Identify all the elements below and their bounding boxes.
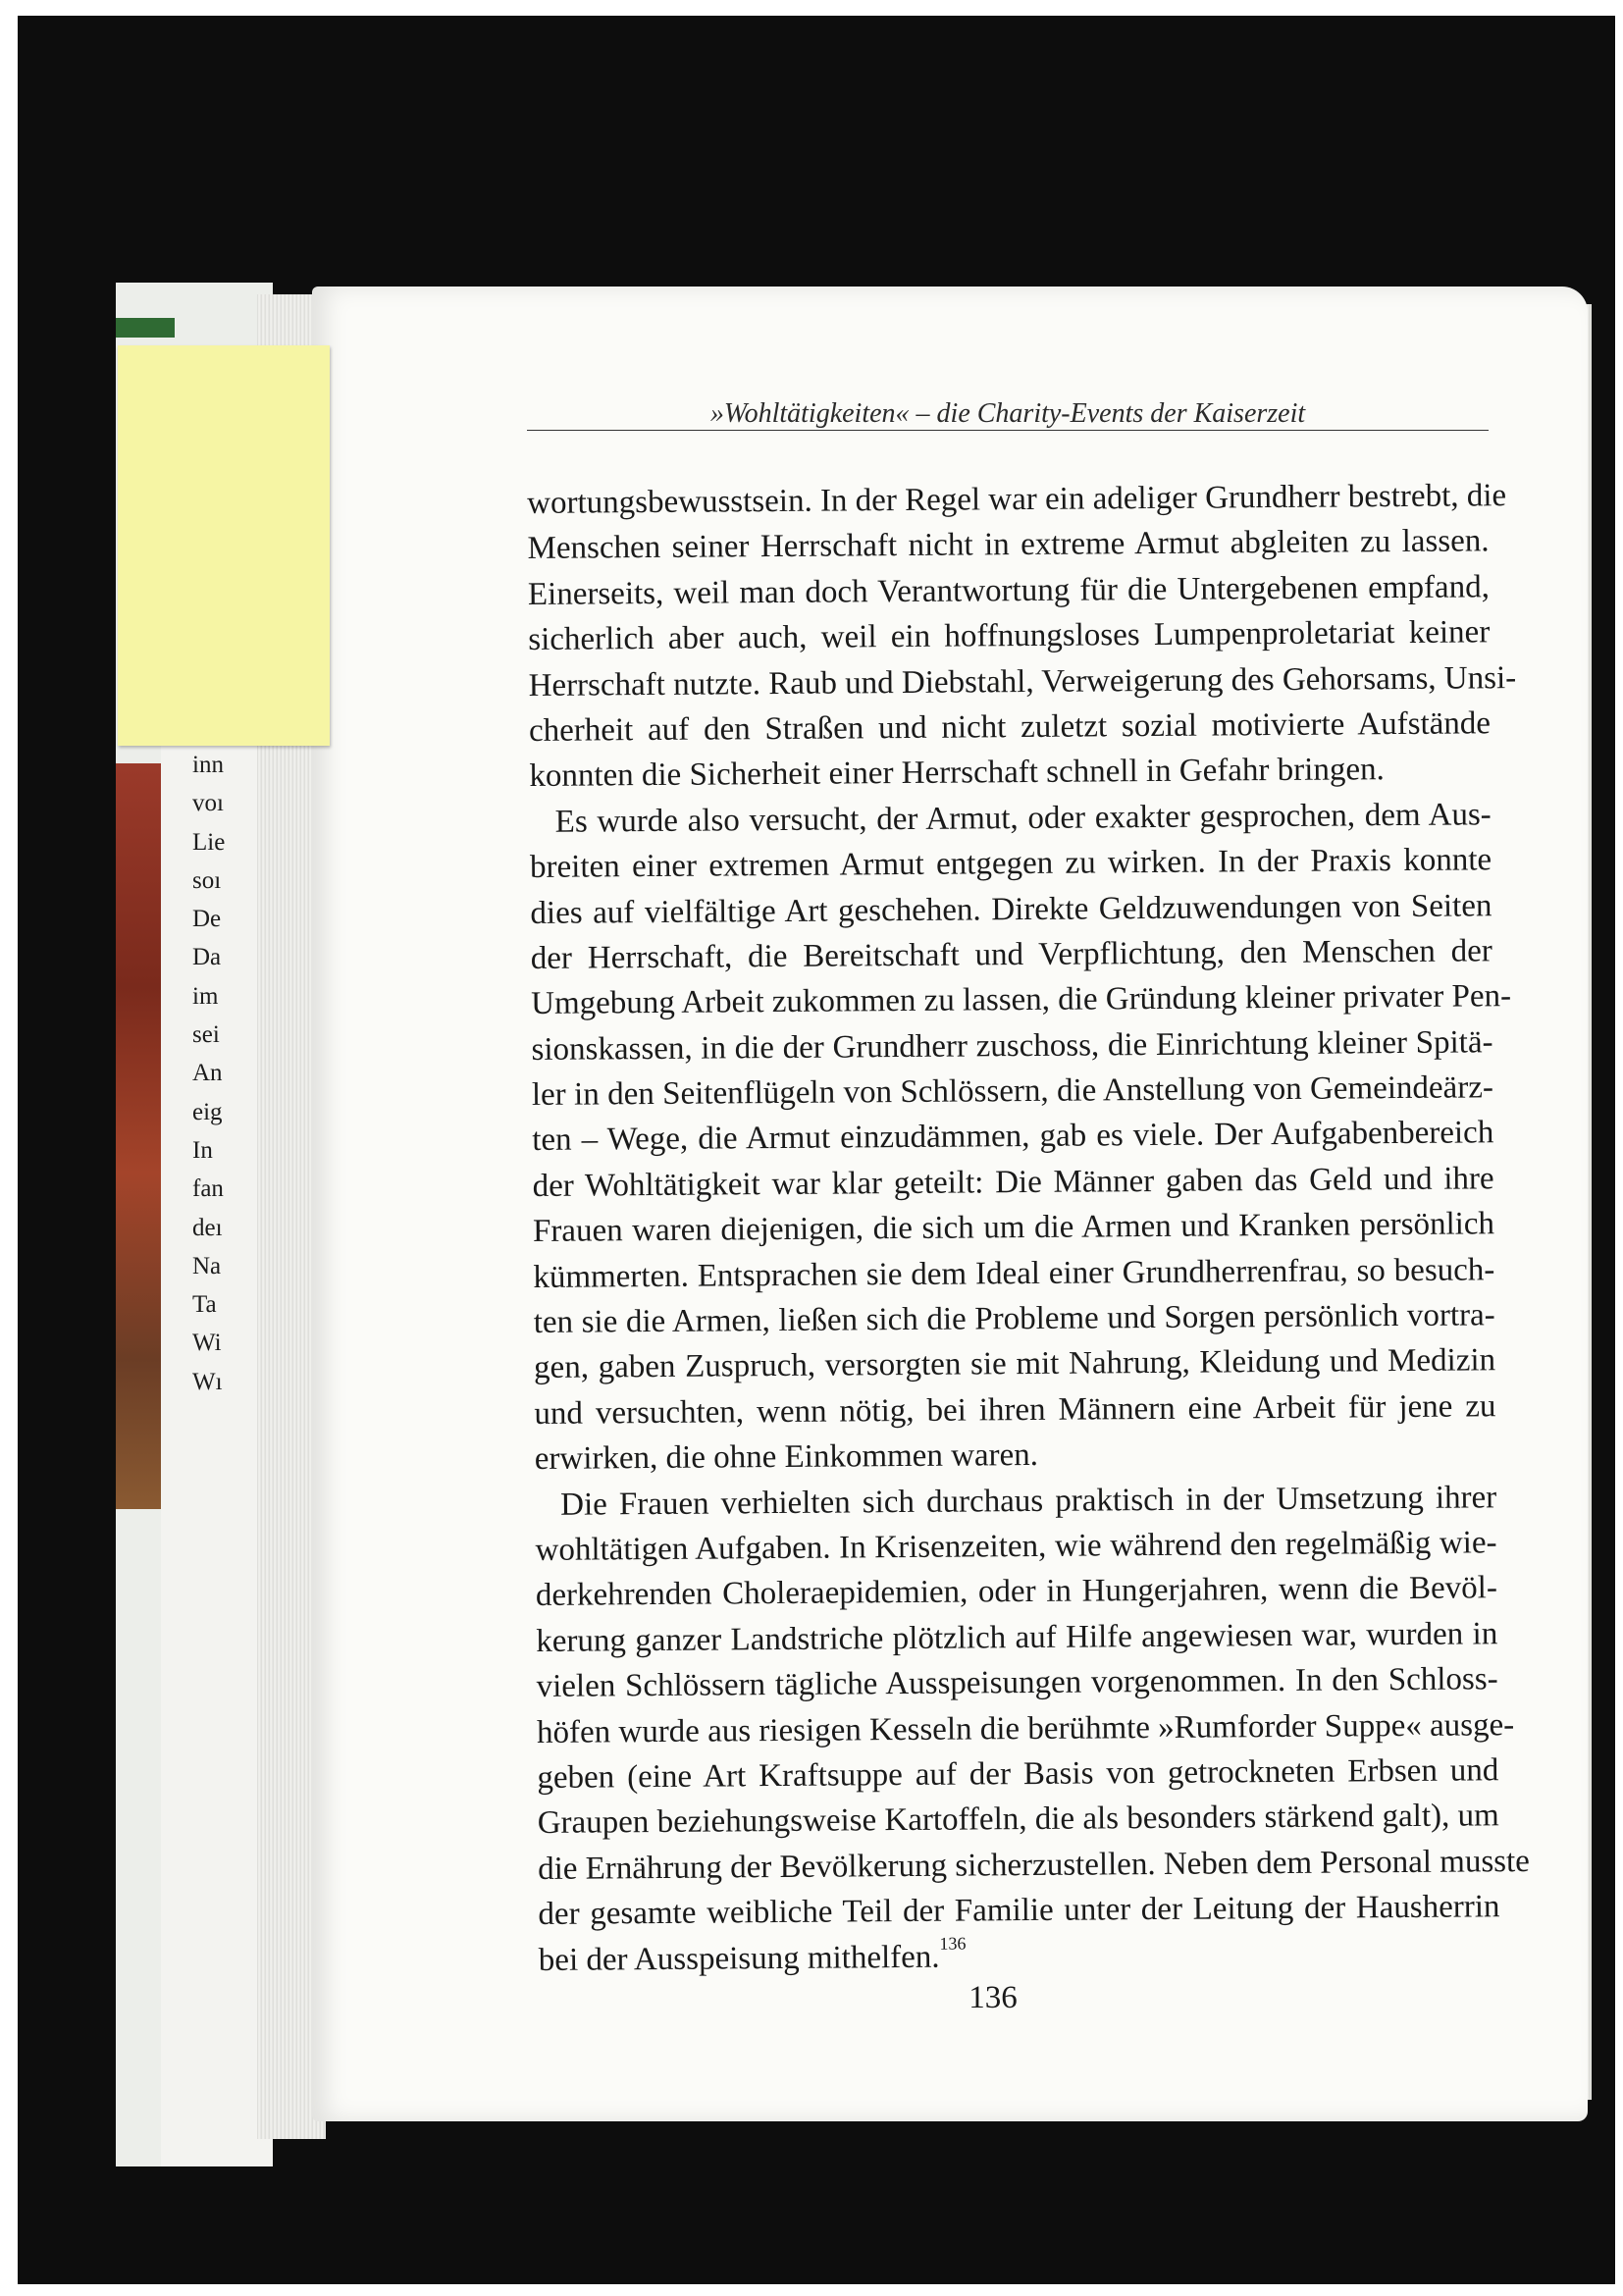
sticky-note bbox=[118, 345, 330, 746]
left-book-line: deı bbox=[192, 1214, 223, 1241]
text-line: der gesamte weibliche Teil der Familie unter der Leitung der Hausherrin bbox=[538, 1889, 1500, 1933]
text-line: geben (eine Art Kraftsuppe auf der Basis von getrockneten Erbsen und bbox=[537, 1752, 1499, 1796]
cover-photo-strip bbox=[116, 763, 161, 1509]
text-line: Es wurde also versucht, der Armut, oder exakter gesprochen, dem Aus- bbox=[554, 797, 1492, 840]
text-line: Herrschaft nutzte. Raub und Diebstahl, Verweigerung des Gehorsams, Unsi- bbox=[528, 659, 1517, 704]
text-line: der Herrschaft, die Bereitschaft und Verpflichtung, den Menschen der bbox=[530, 933, 1492, 976]
text-line: und versuchten, wenn nötig, bei ihren Männern eine Arbeit für jene zu bbox=[534, 1388, 1496, 1432]
left-book-line: soı bbox=[192, 866, 222, 894]
text-line: Umgebung Arbeit zukommen zu lassen, die Gründung kleiner privater Pen- bbox=[531, 978, 1512, 1022]
page-number: 136 bbox=[969, 1980, 1018, 2015]
left-book-line: fan bbox=[192, 1175, 224, 1203]
text-line: dies auf vielfältige Art geschehen. Direkte Geldzuwendungen von Seiten bbox=[530, 887, 1492, 931]
text-line: ten – Wege, die Armut einzudämmen, gab es viele. Der Aufgabenbereich bbox=[532, 1115, 1494, 1159]
left-book-line: voı bbox=[192, 790, 224, 817]
text-line: die Ernährung der Bevölkerung sicherzustellen. Neben dem Personal musste bbox=[537, 1843, 1531, 1887]
running-head: »Wohltätigkeiten« – die Charity-Events der Kaiserzeit bbox=[709, 398, 1306, 429]
left-book-line: eig bbox=[192, 1098, 223, 1125]
left-book-line: inn bbox=[192, 752, 224, 778]
left-book-line: Wi bbox=[192, 1330, 222, 1357]
left-book-line: im bbox=[192, 982, 219, 1010]
body-text bbox=[527, 473, 1531, 1983]
text-line: konnten die Sicherheit einer Herrschaft schnell in Gefahr bringen. bbox=[529, 752, 1385, 795]
text-line: Graupen beziehungsweise Kartoffeln, die als besonders stärkend galt), um bbox=[537, 1798, 1499, 1842]
left-book-line: De bbox=[192, 906, 222, 933]
text-line: Menschen seiner Herrschaft nicht in extreme Armut abgleiten zu lassen. bbox=[527, 523, 1490, 567]
text-line: kümmerten. Entsprachen sie dem Ideal einer Grundherrenfrau, so besuch- bbox=[533, 1251, 1495, 1295]
text-line: sionskassen, in die der Grundherr zuschoss, die Einrichtung kleiner Spitä- bbox=[531, 1023, 1493, 1068]
left-book-line: Na bbox=[192, 1252, 222, 1279]
text-line: Einerseits, weil man doch Verantwortung für die Untergebenen empfand, bbox=[527, 569, 1491, 612]
text-line: Frauen waren diejenigen, die sich um die Armen und Kranken persönlich bbox=[532, 1206, 1495, 1250]
text-line: cherheit auf den Straßen und nicht zuletzt sozial motivierte Aufstände bbox=[528, 705, 1492, 749]
left-book-line: Lie bbox=[192, 828, 226, 856]
left-book-line: Wı bbox=[192, 1368, 223, 1395]
text-line: kerung ganzer Landstriche plötzlich auf Hilfe angewiesen war, wurden in bbox=[536, 1616, 1498, 1659]
text-line: derkehrenden Choleraepidemien, oder in Hungerjahren, wenn die Bevöl- bbox=[535, 1570, 1498, 1614]
text-line: Die Frauen verhielten sich durchaus praktisch in der Umsetzung ihrer bbox=[560, 1479, 1497, 1523]
text-line: erwirken, die ohne Einkommen waren. bbox=[534, 1437, 1039, 1478]
text-line: der Wohltätigkeit war klar geteilt: Die Männer gaben das Geld und ihre bbox=[532, 1161, 1494, 1204]
text-line bbox=[539, 1930, 1500, 1983]
left-book-line: In bbox=[192, 1136, 213, 1164]
left-book-line: sei bbox=[192, 1021, 220, 1049]
text-line: vielen Schlössern tägliche Ausspeisungen vorgenommen. In den Schloss- bbox=[536, 1661, 1498, 1705]
left-book-line: Ta bbox=[192, 1291, 217, 1319]
text-line: sicherlich aber auch, weil ein hoffnungsloses Lumpenproletariat keiner bbox=[528, 614, 1491, 658]
text-line: ten sie die Armen, ließen sich die Probleme und Sorgen persönlich vortra- bbox=[533, 1297, 1495, 1341]
cover-green-strip bbox=[116, 318, 175, 338]
text-line: höfen wurde aus riesigen Kesseln die berühmte »Rumforder Suppe« ausge- bbox=[536, 1706, 1515, 1750]
text-line: gen, gaben Zuspruch, versorgten sie mit Nahrung, Kleidung und Medizin bbox=[533, 1342, 1496, 1386]
left-book-line: Da bbox=[192, 944, 222, 971]
text-line: breiten einer extremen Armut entgegen zu wirken. In der Praxis konnte bbox=[529, 842, 1492, 886]
footnote-reference: 136 bbox=[939, 1933, 967, 1954]
text-line: ler in den Seitenflügeln von Schlössern, die Anstellung von Gemeindeärz- bbox=[531, 1070, 1494, 1114]
running-head-rule bbox=[527, 430, 1489, 431]
final-line-text: bei der Ausspeisung mithelfen. bbox=[538, 1939, 940, 1978]
text-line: wortungsbewusstsein. In der Regel war ein adeliger Grundherr bestrebt, die bbox=[527, 478, 1507, 521]
left-book-line: An bbox=[192, 1060, 223, 1087]
text-line: wohltätigen Aufgaben. In Krisenzeiten, wie während den regelmäßig wie- bbox=[535, 1525, 1497, 1568]
